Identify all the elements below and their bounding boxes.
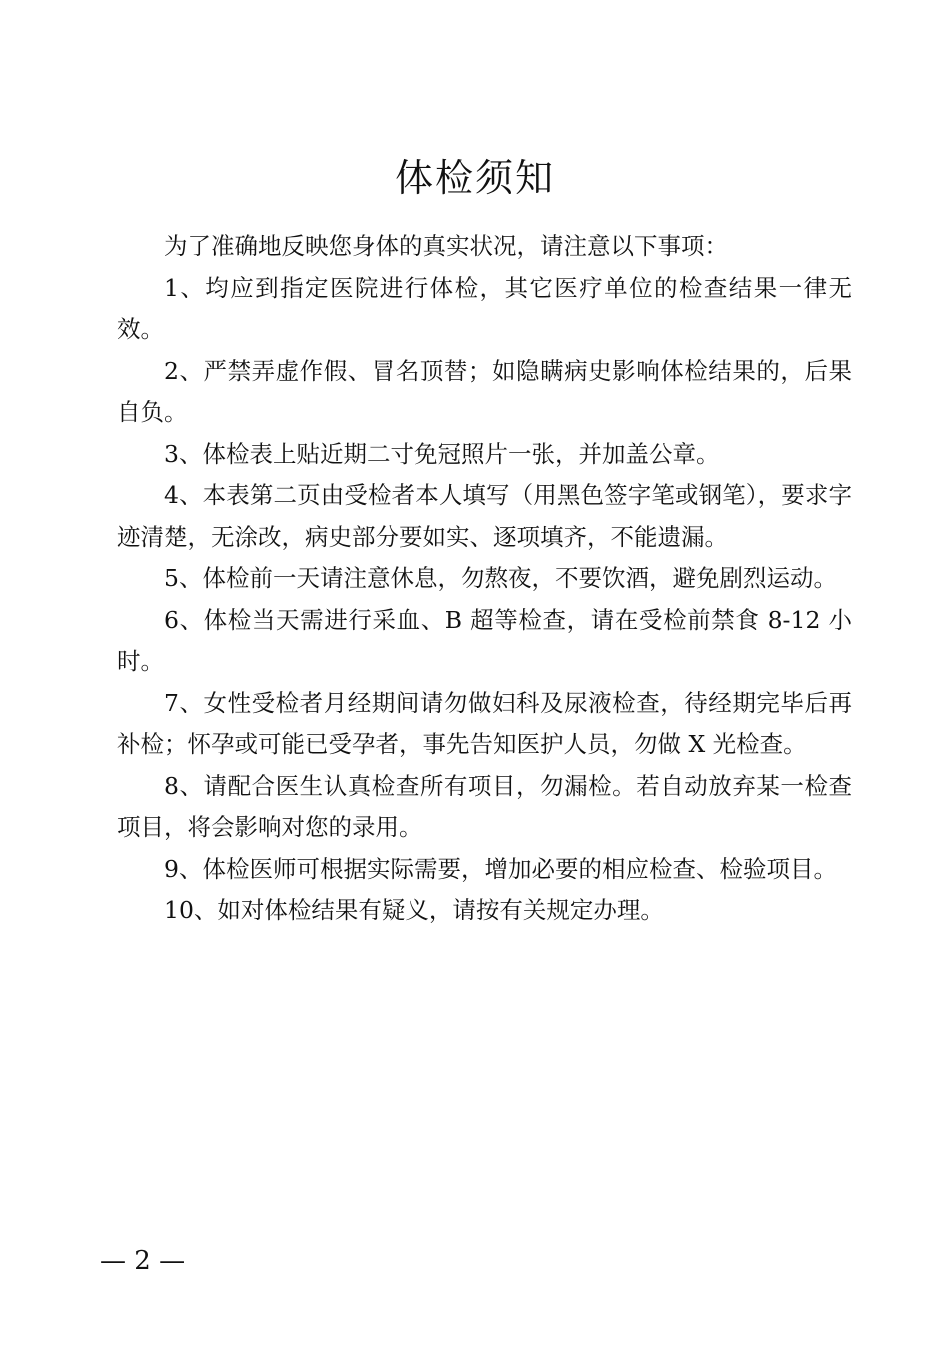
notice-item-5: 5、体检前一天请注意休息，勿熬夜，不要饮酒，避免剧烈运动。 xyxy=(164,564,837,592)
notice-item-9: 9、体检医师可根据实际需要，增加必要的相应检查、检验项目。 xyxy=(164,854,837,883)
notice-item-2: 2、严禁弄虚作假、冒名顶替；如隐瞒病史影响体检结果的，后果自负。 xyxy=(117,356,852,426)
notice-item-10: 10、如对体检结果有疑义，请按有关规定办理。 xyxy=(164,896,664,924)
page-number: — 2 — xyxy=(100,1246,186,1276)
notice-item-6: 6、体检当天需进行采血、B 超等检查，请在受检前禁食 8-12 小时。 xyxy=(117,605,852,675)
notice-item-7: 7、女性受检者月经期间请勿做妇科及尿液检查，待经期完毕后再补检；怀孕或可能已受孕者，事先告知医护人员，勿做 X 光检查。 xyxy=(117,688,852,758)
notice-item-3: 3、体检表上贴近期二寸免冠照片一张，并加盖公章。 xyxy=(164,439,720,468)
notice-body xyxy=(117,226,852,932)
notice-item-1: 1、均应到指定医院进行体检，其它医疗单位的检查结果一律无效。 xyxy=(117,273,852,343)
notice-item-4: 4、本表第二页由受检者本人填写（用黑色签字笔或钢笔），要求字迹清楚，无涂改，病史部分要如实、逐项填齐，不能遗漏。 xyxy=(117,481,852,551)
page-title: 体检须知 xyxy=(394,156,555,200)
notice-item-8: 8、请配合医生认真检查所有项目，勿漏检。若自动放弃某一检查项目，将会影响对您的录用。 xyxy=(117,771,852,841)
intro-paragraph: 为了准确地反映您身体的真实状况，请注意以下事项： xyxy=(164,232,728,260)
